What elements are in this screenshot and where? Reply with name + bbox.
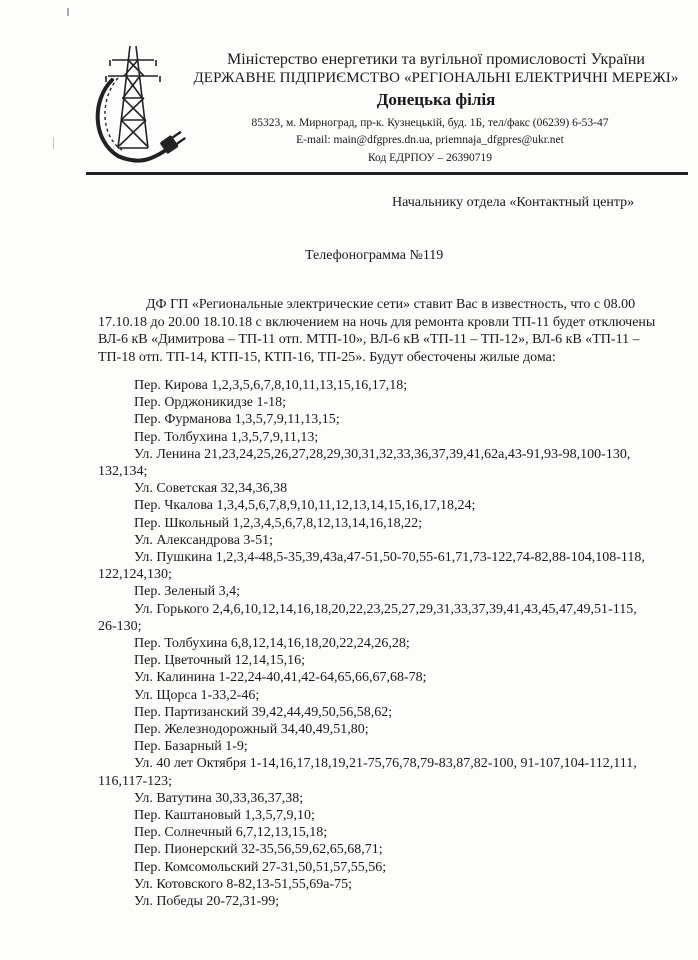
- address-item: Ул. Калинина 1-22,24-40,41,42-64,65,66,67,68-78;: [134, 670, 427, 686]
- address-item: Ул. 40 лет Октября 1-14,16,17,18,19,21-75,76,78,79-83,87,82-100, 91-107,104-112,111,: [134, 756, 637, 772]
- letterhead: [150, 51, 682, 110]
- address-item: Пер. Железнодорожный 34,40,49,51,80;: [134, 722, 369, 738]
- letterhead-divider: [86, 172, 688, 175]
- address-item: Пер. Толбухина 6,8,12,14,16,18,20,22,24,26,28;: [134, 636, 410, 652]
- intro-line: ТП-18 отп. ТП-14, КТП-15, КТП-16, ТП-25». Будут обесточены жилые дома:: [98, 349, 556, 365]
- address-item: Ул. Горького 2,4,6,10,12,14,16,18,20,22,23,25,27,29,31,33,37,39,41,43,45,47,49,51-115,: [134, 601, 637, 617]
- address-item: Ул. Котовского 8-82,13-51,55,69а-75;: [134, 876, 353, 892]
- address-item: Пер. Базарный 1-9;: [134, 739, 248, 755]
- address-item: Пер. Партизанский 39,42,44,49,50,56,58,62;: [134, 704, 393, 720]
- email-line: E-mail: main@dfgpres.dn.ua, priemnaja_dfgpres@ukr.net: [296, 134, 564, 147]
- intro-paragraph: [98, 296, 688, 366]
- address-item: Ул. Пушкина 1,2,3,4-48,5-35,39,43а,47-51,50-70,55-61,71,73-122,74-82,88-104,108-118,: [134, 550, 645, 566]
- address-item: Пер. Комсомольский 27-31,50,51,57,55,56;: [134, 859, 387, 875]
- document-title: Телефонограмма №119: [305, 248, 444, 263]
- postal-address: 85323, м. Мирноград, пр-к. Кузнецькій, буд. 1Б, тел/факс (06239) 6-53-47: [251, 117, 609, 129]
- address-item-continuation: 26-130;: [98, 618, 142, 634]
- company-name: ДЕРЖАВНЕ ПІДПРИЄМСТВО «РЕГІОНАЛЬНІ ЕЛЕКТРИЧНІ МЕРЕЖІ»: [193, 69, 679, 86]
- address-item: Пер. Фурманова 1,3,5,7,9,11,13,15;: [134, 412, 340, 428]
- address-item: Пер. Орджоникидзе 1-18;: [134, 395, 287, 411]
- intro-line: ВЛ-6 кВ «Димитрова – ТП-11 отп. МТП-10», ВЛ-6 кВ «ТП-11 – ТП-12», ВЛ-6 кВ «ТП-11 –: [98, 332, 640, 347]
- branch-name: Донецька філія: [376, 89, 496, 109]
- address-item-continuation: 132,134;: [98, 464, 148, 480]
- address-item: Ул. Щорса 1-33,2-46;: [134, 687, 260, 703]
- address-item: Пер. Зеленый 3,4;: [134, 584, 241, 600]
- address-item: Ул. Ватутина 30,33,36,37,38;: [134, 790, 304, 806]
- address-item: Пер. Каштановый 1,3,5,7,9,10;: [134, 808, 315, 824]
- address-item: Пер. Чкалова 1,3,4,5,6,7,8,9,10,11,12,13,14,15,16,17,18,24;: [134, 498, 476, 514]
- scan-artifact: [53, 137, 54, 149]
- intro-line: ДФ ГП «Региональные электрические сети» ставит Вас в известность, что с 08.00: [146, 297, 636, 312]
- address-item-continuation: 116,117-123;: [98, 773, 173, 789]
- recipient-line: Начальнику отдела «Контактный центр»: [392, 195, 635, 210]
- contact-block: [230, 115, 630, 167]
- address-item-continuation: 122,124,130;: [98, 567, 172, 583]
- ministry-name: Міністерство енергетики та вугільної промисловості України: [227, 51, 645, 68]
- address-item: Пер. Толбухина 1,3,5,7,9,11,13;: [134, 429, 319, 445]
- edrpou-code: Код ЕДРПОУ – 26390719: [367, 151, 493, 164]
- address-item: Ул. Советская 32,34,36,38: [134, 481, 288, 497]
- intro-line: 17.10.18 до 20.00 18.10.18 с включением на ночь для ремонта кровли ТП-11 будет отключены: [98, 314, 656, 330]
- address-item: Ул. Александрова 3-51;: [134, 532, 273, 548]
- address-item: Пер. Пионерский 32-35,56,59,62,65,68,71;: [134, 842, 383, 858]
- scan-artifact: [67, 8, 69, 16]
- address-item: Пер. Школьный 1,2,3,4,5,6,7,8,12,13,14,16,18,22;: [134, 515, 423, 531]
- address-item: Пер. Кирова 1,2,3,5,6,7,8,10,11,13,15,16,17,18;: [134, 378, 408, 393]
- address-item: Ул. Победы 20-72,31-99;: [134, 894, 280, 910]
- address-item: Пер. Солнечный 6,7,12,13,15,18;: [134, 825, 328, 841]
- address-item: Ул. Ленина 21,23,24,25,26,27,28,29,30,31,32,33,36,37,39,41,62а,43-91,93-98,100-130,: [134, 446, 631, 462]
- address-item: Пер. Цветочный 12,14,15,16;: [134, 653, 306, 669]
- address-list: [98, 377, 688, 910]
